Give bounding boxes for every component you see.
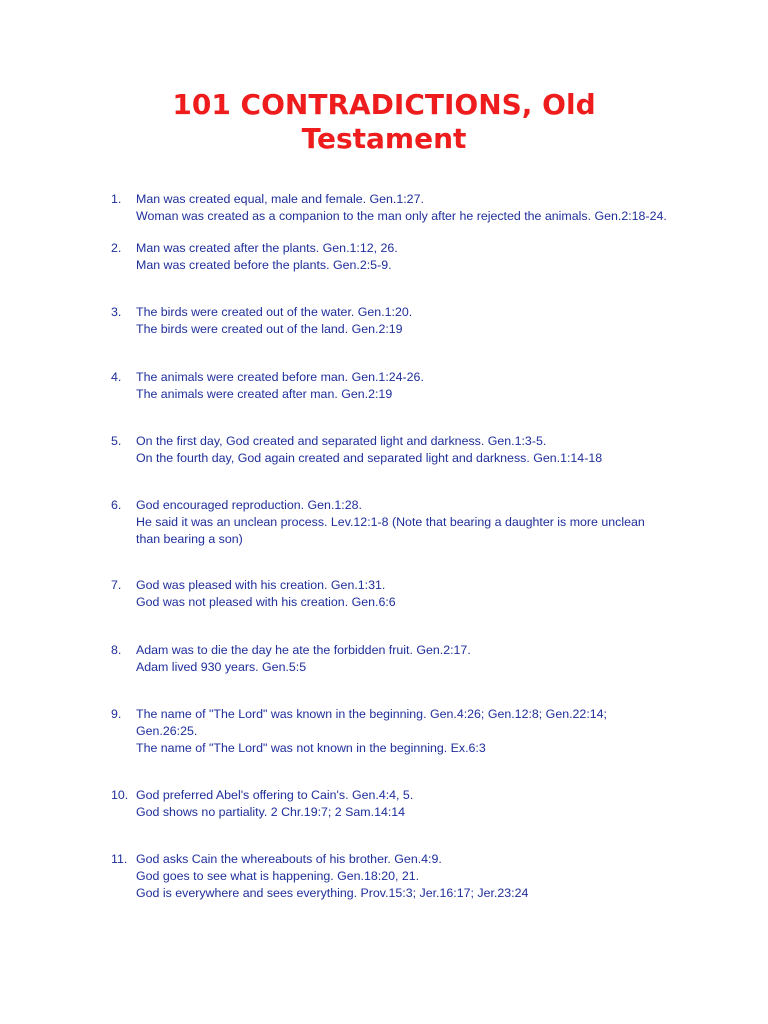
list-item-number: 1.	[111, 192, 122, 206]
list-item-line: The name of "The Lord" was not known in the beginning. Ex.6:3	[136, 741, 486, 755]
list-item-number: 10.	[111, 788, 129, 802]
list-item-number: 8.	[111, 643, 122, 657]
list-item-line: The name of "The Lord" was known in the beginning. Gen.4:26; Gen.12:8; Gen.22:14;	[136, 707, 607, 721]
list-item-line: than bearing a son)	[136, 532, 243, 546]
list-item-number: 7.	[111, 578, 122, 592]
list-item-line: God was pleased with his creation. Gen.1:31.	[136, 578, 386, 592]
list-item-line: God preferred Abel's offering to Cain's. Gen.4:4, 5.	[136, 788, 414, 802]
list-item-text	[136, 240, 696, 274]
page-title	[0, 88, 768, 156]
list-item-line: Woman was created as a companion to the man only after he rejected the animals. Gen.2:18-24.	[136, 209, 667, 223]
list-item-number: 3.	[111, 305, 122, 319]
list-item-text	[136, 851, 696, 902]
page-title-line-2: Testament	[301, 122, 467, 155]
list-item-line: God shows no partiality. 2 Chr.19:7; 2 Sam.14:14	[136, 805, 406, 819]
list-item-line: The animals were created after man. Gen.2:19	[136, 387, 393, 401]
page-title-line-1: 101 CONTRADICTIONS, Old	[172, 88, 596, 121]
list-item-number: 5.	[111, 434, 122, 448]
list-item-line: He said it was an unclean process. Lev.12:1-8 (Note that bearing a daughter is more unclean	[136, 515, 645, 529]
list-item-line: On the fourth day, God again created and separated light and darkness. Gen.1:14-18	[136, 451, 603, 465]
list-item-line: Man was created after the plants. Gen.1:12, 26.	[136, 241, 398, 255]
list-item-number: 6.	[111, 498, 122, 512]
list-item-text	[136, 191, 696, 225]
list-item-text	[136, 497, 696, 548]
list-item-line: Gen.26:25.	[136, 724, 198, 738]
list-item-number: 4.	[111, 370, 122, 384]
list-item-line: Man was created before the plants. Gen.2:5-9.	[136, 258, 392, 272]
list-item-text	[136, 787, 696, 821]
list-item-text	[136, 642, 696, 676]
list-item-number: 2.	[111, 241, 122, 255]
list-item-line: The birds were created out of the water. Gen.1:20.	[136, 305, 413, 319]
list-item-line: God asks Cain the whereabouts of his brother. Gen.4:9.	[136, 852, 442, 866]
list-item-line: God was not pleased with his creation. Gen.6:6	[136, 595, 396, 609]
list-item-text	[136, 577, 696, 611]
list-item-line: God is everywhere and sees everything. Prov.15:3; Jer.16:17; Jer.23:24	[136, 886, 529, 900]
list-item-text	[136, 304, 696, 338]
list-item-line: The animals were created before man. Gen.1:24-26.	[136, 370, 424, 384]
list-item-number: 9.	[111, 707, 122, 721]
list-item-line: God encouraged reproduction. Gen.1:28.	[136, 498, 362, 512]
list-item-line: Man was created equal, male and female. Gen.1:27.	[136, 192, 424, 206]
list-item-line: The birds were created out of the land. Gen.2:19	[136, 322, 403, 336]
list-item-text	[136, 433, 696, 467]
list-item-line: Adam lived 930 years. Gen.5:5	[136, 660, 307, 674]
list-item-line: Adam was to die the day he ate the forbidden fruit. Gen.2:17.	[136, 643, 471, 657]
list-item-line: On the first day, God created and separated light and darkness. Gen.1:3-5.	[136, 434, 547, 448]
list-item-line: God goes to see what is happening. Gen.18:20, 21.	[136, 869, 420, 883]
list-item-text	[136, 706, 696, 757]
list-item-text	[136, 369, 696, 403]
list-item-number: 11.	[111, 852, 128, 866]
